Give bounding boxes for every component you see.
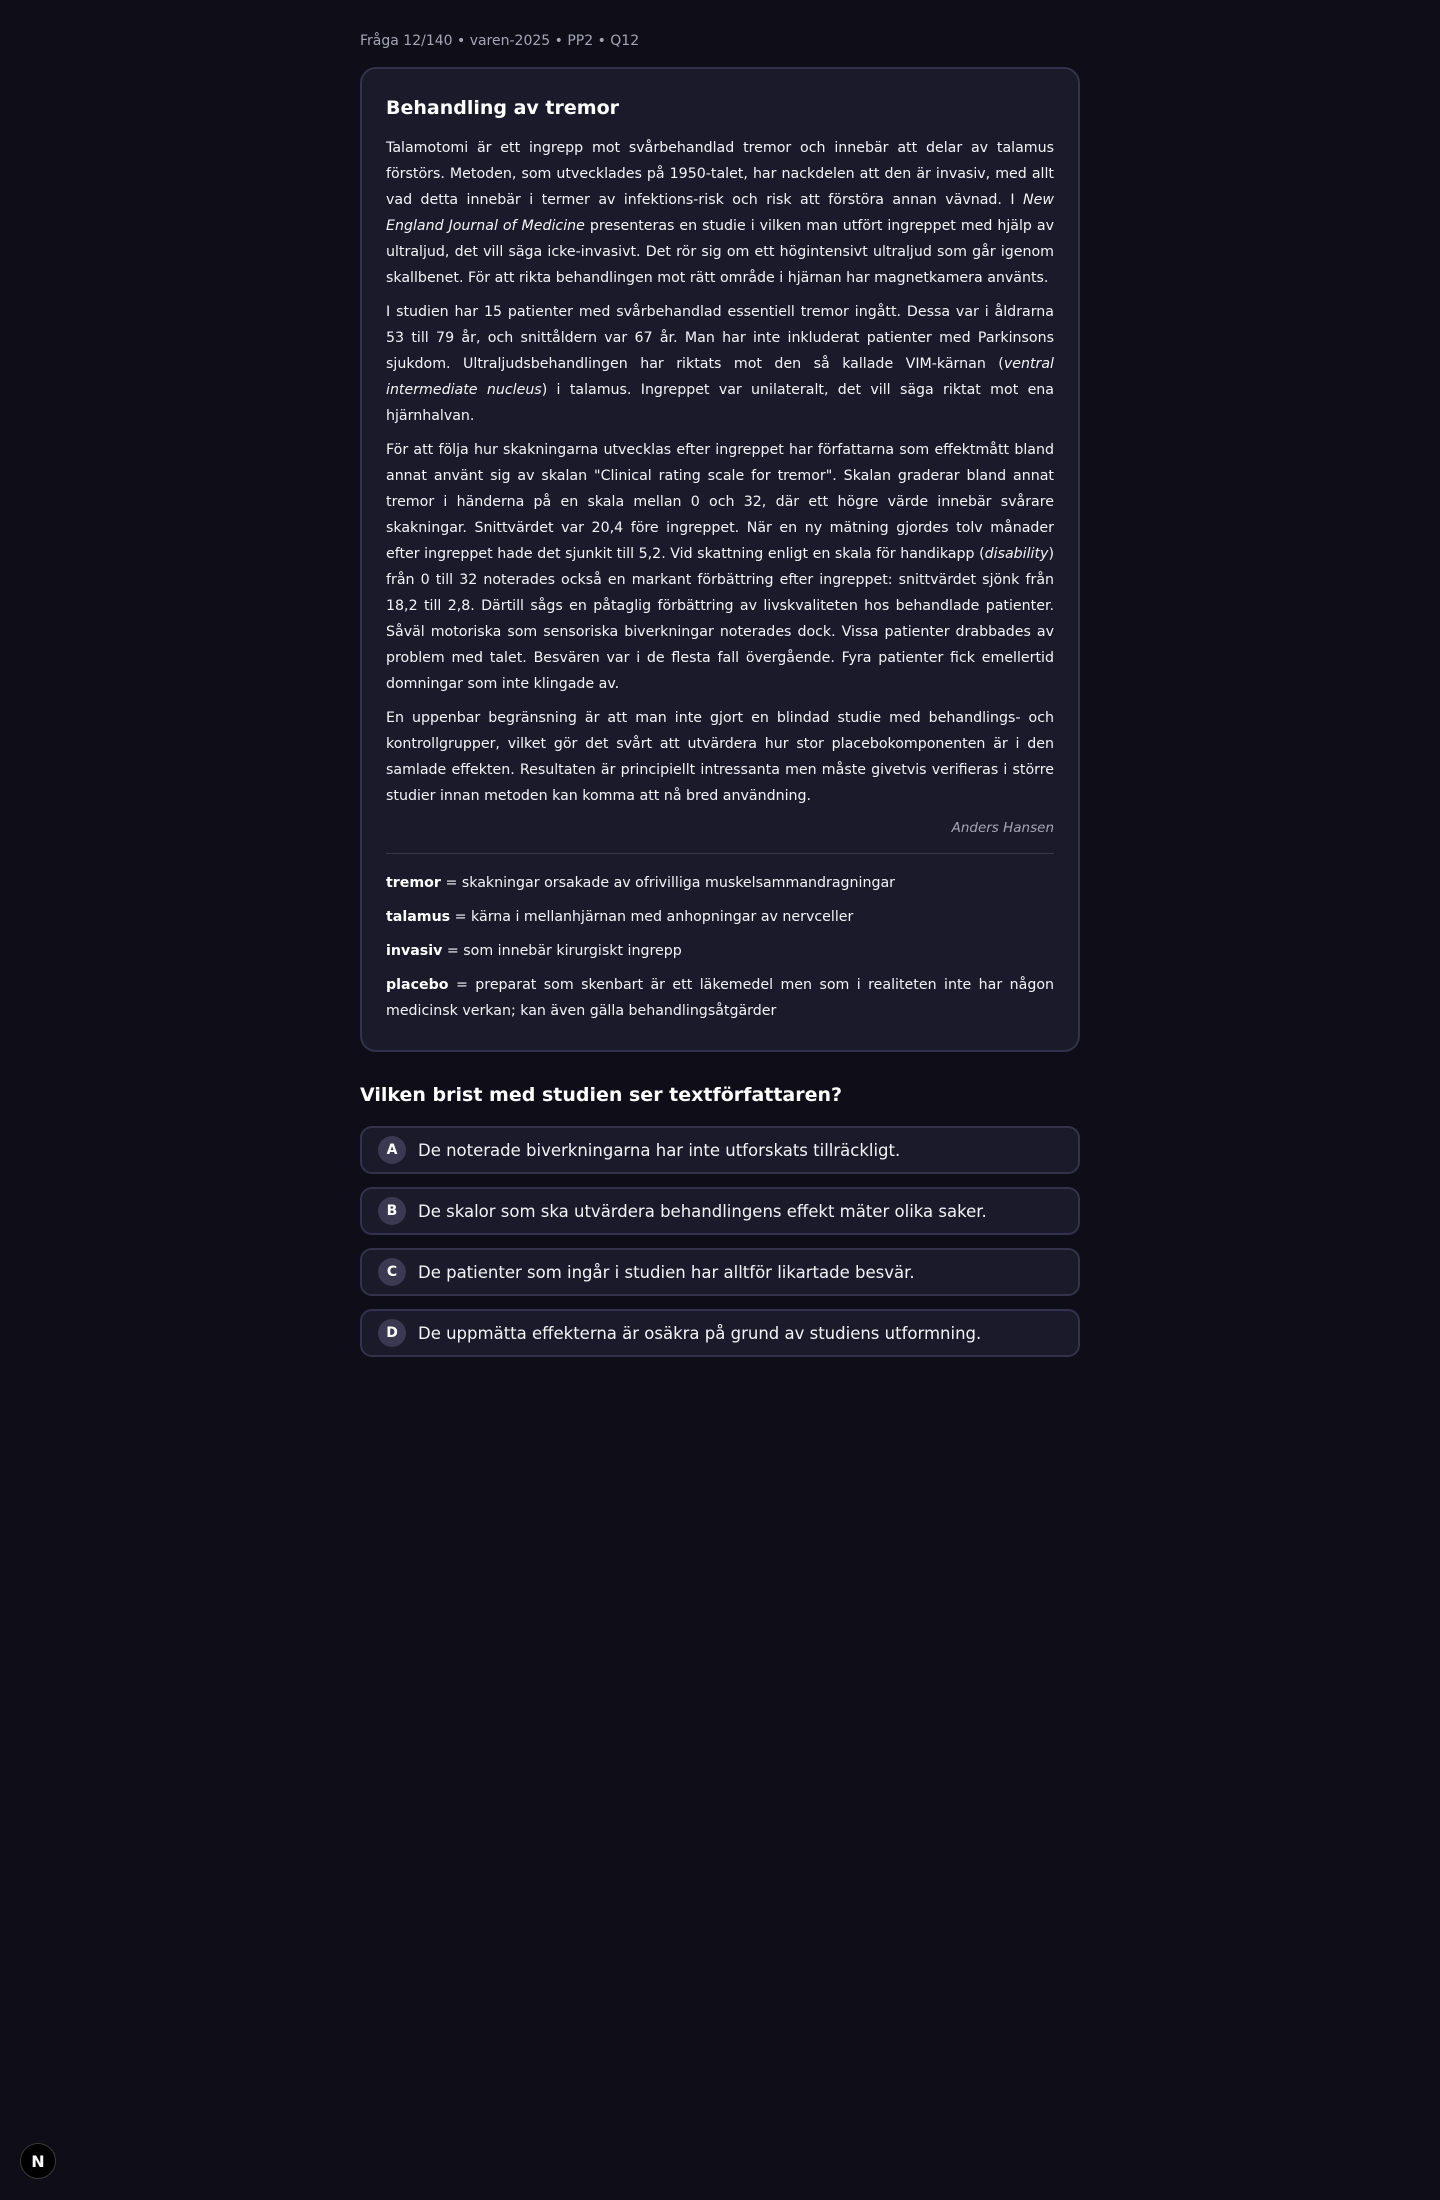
fab-label: N [31, 2151, 45, 2171]
article-paragraph-2: I studien har 15 patienter med svårbehandlad essentiell tremor ingått. Dessa var i åldrarna 53 till 79 år, och snittåldern var 67 år. Man har inte inkluderat patienter med Parkinsons sjukdom. Ultraljudsbehandlingen har riktats mot den så kallade VIM-kärnan (ventral intermediate nucleus) i talamus. Ingreppet var unilateralt, det vill säga riktat mot ena hjärnhalvan. [386, 304, 1054, 424]
article-author: Anders Hansen [951, 820, 1054, 836]
article-paragraph-3: För att följa hur skakningarna utvecklas efter ingreppet har författarna som effektmått bland annat använt sig av skalan "Clinical rating scale for tremor". Skalan graderar bland annat tremor i händerna på en skala mellan 0 och 32, där ett högre värde innebär svårare skakningar. Snittvärdet var 20,4 före ingreppet. När en ny mätning gjordes tolv månader efter ingreppet hade det sjunkit till 5,2. Vid skattning enligt en skala för handikapp (disability) från 0 till 32 noterades också en markant förbättring efter ingreppet: snittvärdet sjönk från 18,2 till 2,8. Därtill sågs en påtaglig förbättring av livskvaliteten hos behandlade patienter. Såväl motoriska som sensoriska biverkningar noterades dock. Vissa patienter drabbades av problem med talet. Besvären var i de flesta fall övergående. Fyra patienter fick emellertid domningar som inte klingade av. [386, 442, 1054, 692]
option-letter-badge: D [378, 1319, 406, 1347]
option-text: De skalor som ska utvärdera behandlingens effekt mäter olika saker. [418, 1201, 987, 1221]
glossary-item: tremor = skakningar orsakade av ofrivilliga muskelsammandragningar [386, 875, 895, 891]
answer-option-d[interactable] [360, 1309, 1080, 1357]
answer-option-b[interactable] [360, 1187, 1080, 1235]
article-title: Behandling av tremor [386, 97, 619, 119]
answer-option-a[interactable] [360, 1126, 1080, 1174]
question-meta: Fråga 12/140 • varen-2025 • PP2 • Q12 [360, 33, 640, 49]
option-text: De uppmätta effekterna är osäkra på grund av studiens utformning. [418, 1323, 982, 1343]
article-paragraph-4: En uppenbar begränsning är att man inte gjort en blindad studie med behandlings- och kontrollgrupper, vilket gör det svårt att utvärdera hur stor placebokomponenten är i den samlade effekten. Resultaten är principiellt intressanta men måste givetvis verifieras i större studier innan metoden kan komma att nå bred användning. [386, 710, 1054, 804]
option-text: De noterade biverkningarna har inte utforskats tillräckligt. [418, 1140, 901, 1160]
nextjs-logo-icon[interactable] [20, 2143, 56, 2179]
article-paragraph-1: Talamotomi är ett ingrepp mot svårbehandlad tremor och innebär att delar av talamus förstörs. Metoden, som utvecklades på 1950-talet, har nackdelen att den är invasiv, med allt vad detta innebär i termer av infektions-risk och risk att förstöra annan vävnad. I New England Journal of Medicine presenteras en studie i vilken man utfört ingreppet med hjälp av ultraljud, det vill säga icke-invasivt. Det rör sig om ett högintensivt ultraljud som går igenom skallbenet. För att rikta behandlingen mot rätt område i hjärnan har magnetkamera använts. [386, 140, 1054, 286]
main-content [360, 30, 1080, 1370]
option-letter-badge: C [378, 1258, 406, 1286]
glossary [386, 870, 1054, 1024]
article-card [360, 67, 1080, 1052]
glossary-item: talamus = kärna i mellanhjärnan med anhopningar av nervceller [386, 909, 854, 925]
option-letter-badge: B [378, 1197, 406, 1225]
glossary-item: placebo = preparat som skenbart är ett läkemedel men som i realiteten inte har någon medicinsk verkan; kan även gälla behandlingsåtgärder [386, 977, 1054, 1019]
option-text: De patienter som ingår i studien har alltför likartade besvär. [418, 1262, 915, 1282]
question-text: Vilken brist med studien ser textförfattaren? [360, 1084, 843, 1106]
answer-option-c[interactable] [360, 1248, 1080, 1296]
divider [386, 853, 1054, 854]
glossary-item: invasiv = som innebär kirurgiskt ingrepp [386, 943, 682, 959]
answer-options [360, 1126, 1080, 1357]
option-letter-badge: A [378, 1136, 406, 1164]
